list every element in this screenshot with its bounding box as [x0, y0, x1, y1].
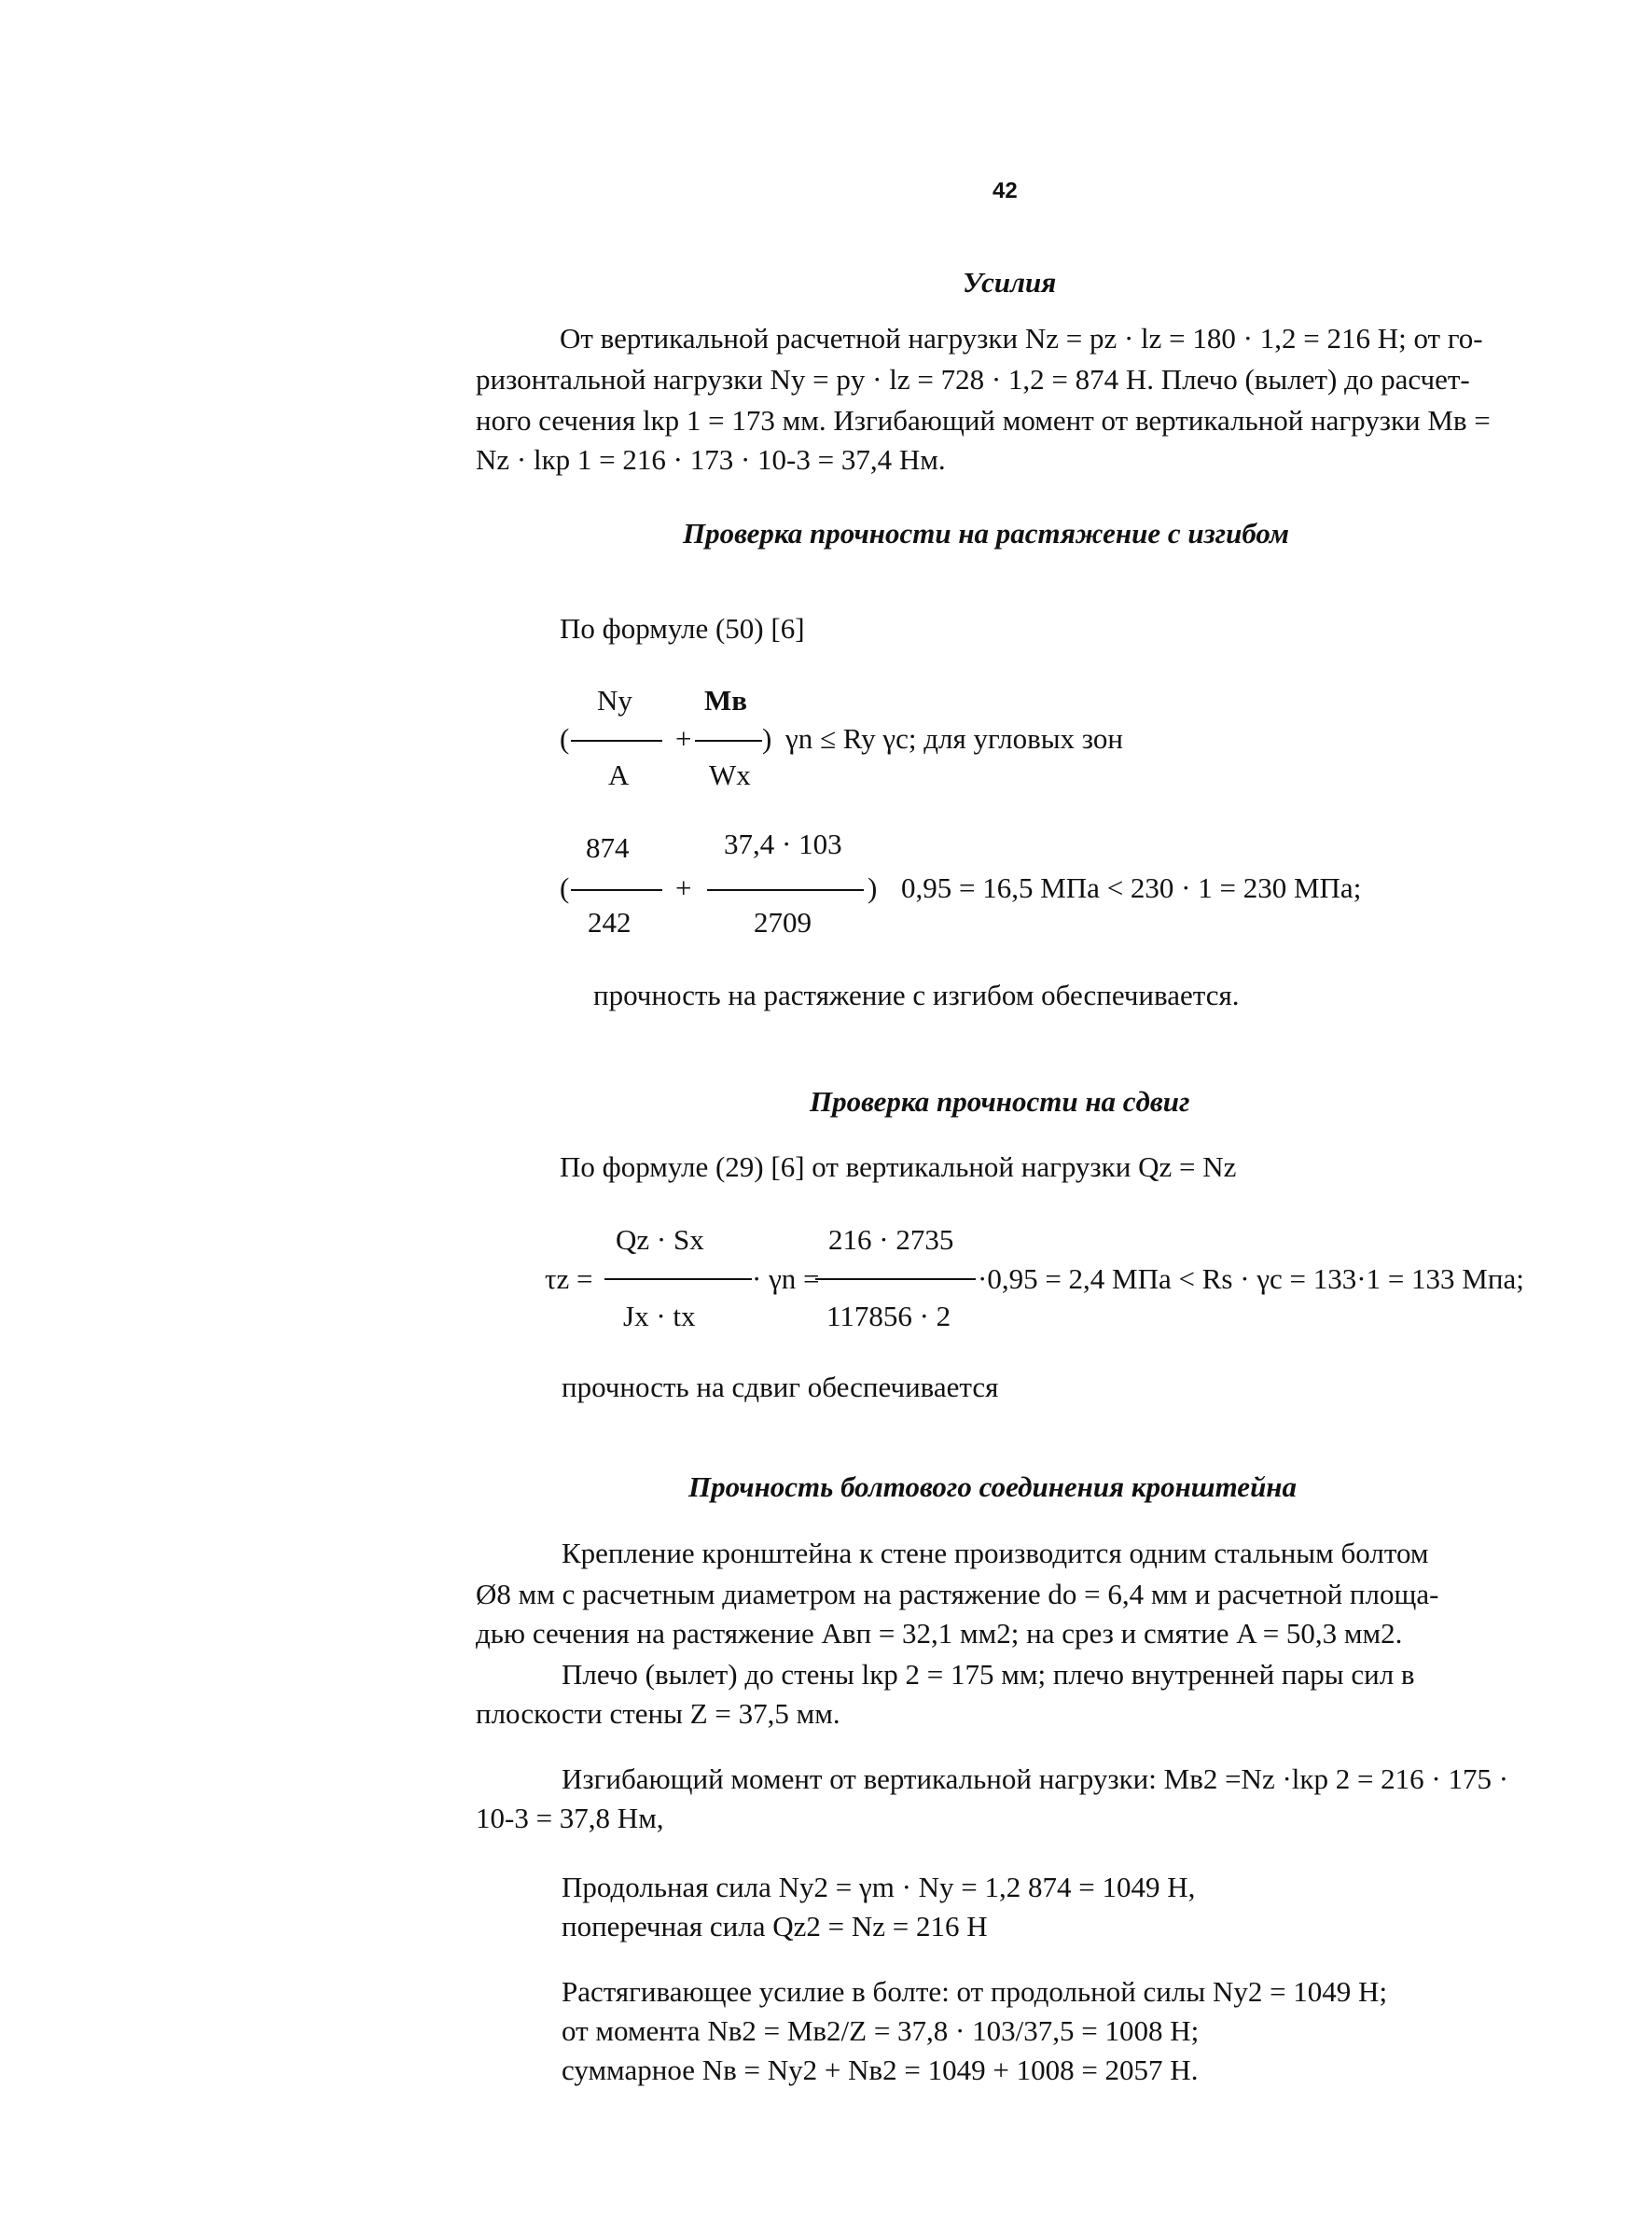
tension-conclusion: прочность на растяжение с изгибом обеспечивается.	[593, 979, 1240, 1011]
fraction-bar	[571, 740, 662, 742]
formula-open-paren: (	[560, 722, 570, 755]
bolt-p2-line1: Плечо (вылет) до стены lкр 2 = 175 мм; плечо внутренней пары сил в	[562, 1658, 1415, 1691]
formula-close-paren: )	[762, 722, 772, 755]
bolt-p1-line1: Крепление кронштейна к стене производится одним стальным болтом	[562, 1537, 1429, 1569]
forces-line-2: ризонтальной нагрузки Ny = py · lz = 728 · 1,2 = 874 Н. Плечо (вылет) до расчет-	[476, 363, 1470, 396]
formula-plus: +	[675, 722, 692, 755]
forces-line-4: Nz · lкр 1 = 216 · 173 · 10-3 = 37,4 Нм.	[476, 443, 946, 476]
bolt-heading: Прочность болтового соединения кронштейна	[688, 1470, 1298, 1503]
shear-lhs: τz =	[545, 1262, 593, 1295]
forces-heading: Усилия	[963, 266, 1057, 299]
fraction-bar	[695, 740, 762, 742]
shear-num2: 216 · 2735	[828, 1223, 954, 1256]
formula-num-mv: Mв	[704, 684, 748, 717]
tension-formula-ref: По формуле (50) [6]	[560, 612, 805, 645]
shear-mid: · γn =	[752, 1262, 820, 1295]
fraction-bar	[571, 889, 662, 891]
shear-den1: Jx · tx	[623, 1300, 696, 1332]
shear-heading: Проверка прочности на сдвиг	[810, 1085, 1190, 1118]
numeric-den-242: 242	[588, 906, 632, 939]
bolt-p1-line3: дью сечения на растяжение Aвп = 32,1 мм2; на срез и смятие A = 50,3 мм2.	[476, 1617, 1403, 1650]
bolt-tension-line2: от момента Nв2 = Mв2/Z = 37,8 · 103/37,5 = 1008 Н;	[562, 2014, 1200, 2047]
bolt-moment-line2: 10-3 = 37,8 Нм,	[476, 1802, 664, 1834]
formula-rhs: γn ≤ Ry γc; для угловых зон	[785, 722, 1123, 755]
fraction-bar	[815, 1278, 976, 1280]
forces-line-1: От вертикальной расчетной нагрузки Nz = pz · lz = 180 · 1,2 = 216 Н; от го-	[560, 322, 1483, 355]
tension-bending-heading: Проверка прочности на растяжение с изгибом	[683, 517, 1289, 550]
numeric-num-moment: 37,4 · 103	[724, 828, 842, 860]
page-number: 42	[993, 178, 1018, 203]
numeric-rhs: 0,95 = 16,5 МПа < 230 · 1 = 230 МПа;	[901, 871, 1362, 904]
numeric-open-paren: (	[560, 871, 570, 904]
shear-rhs: ·0,95 = 2,4 МПа < Rs · γc = 133·1 = 133 Мпа;	[978, 1262, 1524, 1295]
bolt-p2-line2: плоскости стены Z = 37,5 мм.	[476, 1697, 840, 1730]
formula-num-ny: Ny	[597, 684, 632, 717]
numeric-den-2709: 2709	[754, 906, 812, 939]
fraction-bar	[604, 1278, 752, 1280]
numeric-plus: +	[675, 871, 692, 904]
shear-formula-ref: По формуле (29) [6] от вертикальной нагрузки Qz = Nz	[560, 1150, 1237, 1183]
bolt-transverse-force: поперечная сила Qz2 = Nz = 216 Н	[562, 1910, 988, 1943]
numeric-num-874: 874	[586, 831, 630, 864]
shear-conclusion: прочность на сдвиг обеспечивается	[562, 1371, 999, 1403]
formula-den-a: A	[608, 759, 630, 791]
shear-den2: 117856 · 2	[826, 1300, 951, 1332]
bolt-p1-line2: Ø8 мм с расчетным диаметром на растяжение do = 6,4 мм и расчетной площа-	[476, 1578, 1439, 1610]
bolt-tension-line3: суммарное Nв = Ny2 + Nв2 = 1049 + 1008 = 2057 Н.	[562, 2054, 1199, 2086]
numeric-close-paren: )	[868, 871, 878, 904]
bolt-moment-line1: Изгибающий момент от вертикальной нагрузки: Mв2 =Nz ·lкр 2 = 216 · 175 ·	[562, 1762, 1509, 1795]
bolt-tension-line1: Растягивающее усилие в болте: от продольной силы Ny2 = 1049 Н;	[562, 1975, 1388, 2008]
formula-den-wx: Wx	[709, 759, 751, 791]
shear-num1: Qz · Sx	[616, 1223, 704, 1256]
forces-line-3: ного сечения lкр 1 = 173 мм. Изгибающий момент от вертикальной нагрузки Mв =	[476, 404, 1491, 437]
bolt-longitudinal-force: Продольная сила Ny2 = γm · Ny = 1,2 874 = 1049 Н,	[562, 1871, 1196, 1903]
fraction-bar	[707, 889, 864, 891]
